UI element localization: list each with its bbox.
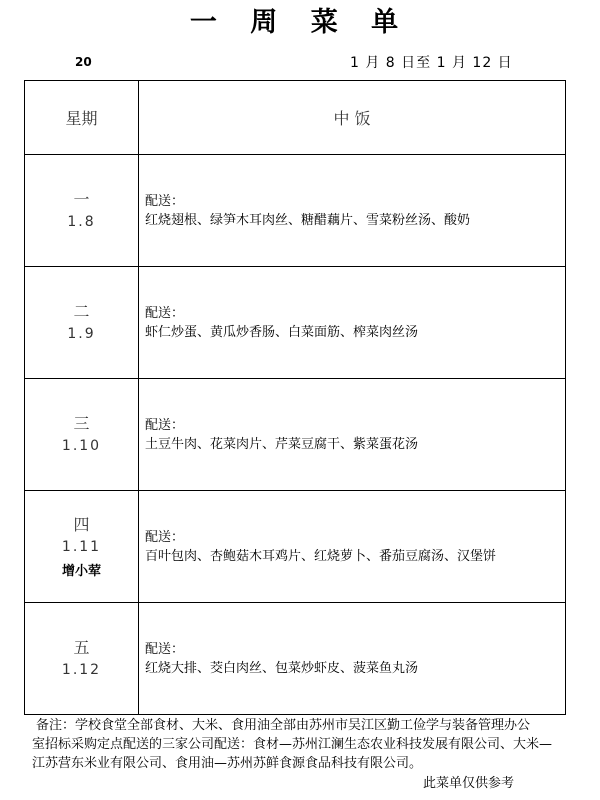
- day-cell: [25, 155, 139, 267]
- table-row: [25, 379, 566, 491]
- delivery-label: 配送：: [145, 305, 185, 321]
- delivery-label: 配送：: [145, 641, 185, 657]
- day-cell: [25, 491, 139, 603]
- disclaimer: 此菜单仅供参考: [423, 776, 515, 791]
- day-cell: [25, 379, 139, 491]
- meal-cell: [139, 379, 566, 491]
- date: 1.11: [61, 539, 102, 555]
- date: 1.8: [67, 213, 96, 230]
- delivery-label: 配送：: [145, 529, 185, 545]
- page-title: 一 周 菜 单: [189, 7, 411, 38]
- notes-line: 备注：学校食堂全部食材、大米、食用油全部由苏州市吴江区勤工俭学与装备管理办公: [36, 718, 531, 733]
- notes-line: 室招标采购定点配送的三家公司配送：食材—苏州江澜生态农业科技发展有限公司、大米—: [32, 737, 553, 752]
- dishes: 百叶包肉、杏鲍菇木耳鸡片、红烧萝卜、番茄豆腐汤、汉堡饼: [145, 548, 497, 564]
- dishes: 红烧大排、茭白肉丝、包菜炒虾皮、菠菜鱼丸汤: [145, 660, 419, 676]
- weekday: 四: [73, 515, 90, 534]
- table-row: [25, 603, 566, 715]
- day-cell: [25, 603, 139, 715]
- lunch-column-header: 中 饭: [139, 81, 566, 155]
- extra-note: 增小荤: [61, 564, 101, 579]
- day-column-header: 星期: [25, 81, 139, 155]
- day-cell: [25, 267, 139, 379]
- meal-cell: [139, 491, 566, 603]
- date: 1.9: [67, 325, 96, 342]
- header-row: [25, 81, 566, 155]
- table-row: [25, 267, 566, 379]
- dishes: 虾仁炒蛋、黄瓜炒香肠、白菜面筋、榨菜肉丝汤: [145, 324, 419, 340]
- delivery-label: 配送：: [145, 417, 185, 433]
- weekday: 五: [73, 637, 90, 657]
- table-row: [25, 155, 566, 267]
- weekday: 二: [73, 301, 90, 321]
- notes-line: 江苏营东米业有限公司、食用油—苏州苏鲜食源食品科技有限公司。: [32, 756, 423, 771]
- meal-cell: [139, 603, 566, 715]
- meal-cell: [139, 267, 566, 379]
- date-range: 1 月 8 日至 1 月 12 日: [350, 55, 513, 71]
- date: 1.10: [61, 437, 102, 454]
- table-row: [25, 491, 566, 603]
- year-label: 20: [75, 55, 92, 69]
- notes: [30, 716, 570, 773]
- menu-table: [24, 80, 566, 715]
- meal-cell: [139, 155, 566, 267]
- weekday: 三: [73, 413, 90, 433]
- delivery-label: 配送：: [145, 193, 185, 209]
- dishes: 红烧翅根、绿笋木耳肉丝、糖醋藕片、雪菜粉丝汤、酸奶: [145, 212, 471, 228]
- weekday: 一: [73, 189, 90, 209]
- dishes: 土豆牛肉、花菜肉片、芹菜豆腐干、紫菜蛋花汤: [145, 436, 419, 452]
- date: 1.12: [61, 661, 102, 678]
